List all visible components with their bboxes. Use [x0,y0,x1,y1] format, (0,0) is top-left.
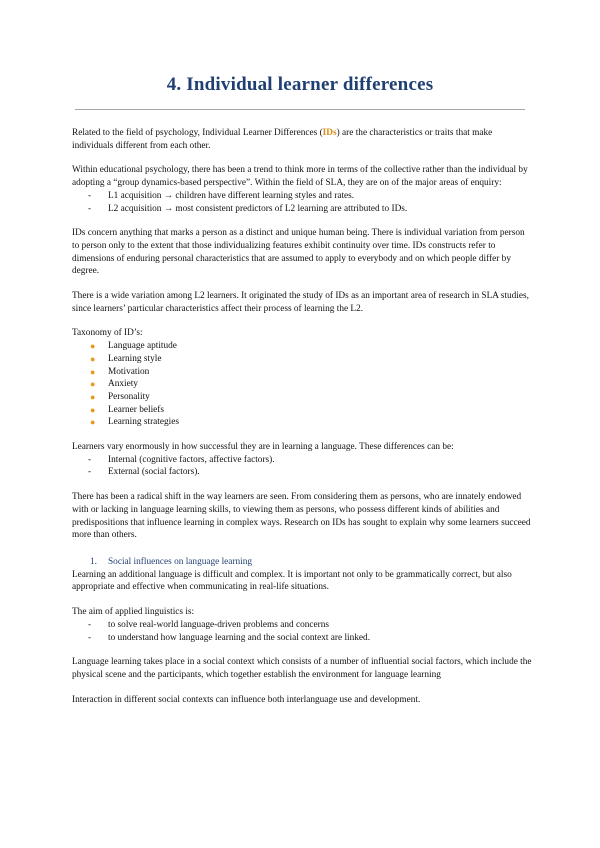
list-item: ● Learner beliefs [90,404,165,415]
list-item: - External (social factors). [88,467,200,478]
intro-text-after: ) are the characteristics or traits that make individuals different from each other. [72,128,493,151]
taxonomy-label: Taxonomy of ID’s: [72,328,143,339]
shift-paragraph: There has been a radical shift in the way learners are seen. From considering them as persons, who are innately endowed with or lacking in language learning skills, to viewing them as persons, who possess different kinds of abilities and predispositions that influence learning in complex ways. Research on IDs has sought to explain why some learners succeed more than others. [72,492,531,541]
section-heading [72,556,532,569]
ids-paragraph: IDs concern anything that marks a person as a distinct and unique human being. There is individual variation from person to person only to the extent that those individualizing features exhibit continuity over time. IDs constructs refer to dimensions of enduring personal characteristics that are assumed to apply to everybody and on which people differ by degree. [72,228,525,277]
list-item: - to understand how language learning and the social context are linked. [88,632,371,643]
bullet-icon: ● [90,404,96,415]
bullet-icon: ● [90,417,96,428]
bullet-icon: ● [90,366,96,377]
context-paragraph: Language learning takes place in a social context which consists of a number of influential social factors, which include the physical scene and the participants, which together establish the environment for language learning [72,657,532,680]
list-item: ● Learning strategies [90,417,179,428]
list-item: ● Personality [90,391,150,402]
bullet-icon: ● [90,379,96,390]
list-item: - L1 acquisition → children have different learning styles and rates. [88,190,355,201]
list-item: ● Motivation [90,366,150,377]
taxonomy-list [72,340,532,429]
list-item: - to solve real-world language-driven problems and concerns [88,619,329,630]
section-title: Social influences on language learning [108,556,253,567]
list-item: ● Learning style [90,353,162,364]
section-number: 1. [90,556,97,567]
aim-list [72,619,532,644]
list-item: - L2 acquisition → most consistent predictors of L2 learning are attributed to IDs. [88,203,408,214]
list-item: - Internal (cognitive factors, affective factors). [88,454,275,465]
page-title: 4. Individual learner differences [166,74,434,95]
title-divider [75,109,525,110]
bullet-icon: ● [90,341,96,352]
ids-highlight: IDs [322,128,337,138]
aim-label: The aim of applied linguistics is: [72,607,195,618]
document-body [72,127,532,706]
intro-paragraph [72,127,532,152]
bullet-icon: ● [90,353,96,364]
enquiry-list [72,190,532,215]
variation-paragraph: There is a wide variation among L2 learners. It originated the study of IDs as an important area of research in SLA studies, since learners’ particular characteristics affect their process of learning the L2. [72,291,529,314]
list-item: ● Anxiety [90,379,138,390]
educational-paragraph: Within educational psychology, there has been a trend to think more in terms of the collective rather than the individual by adopting a “group dynamics-based perspective”. Within the field of SLA, they are on of the major areas of enquiry: [72,165,528,189]
intro-text-before: Related to the field of psychology, Individual Learner Differences ( [72,128,323,138]
vary-paragraph: Learners vary enormously in how successful they are in learning a language. These differences can be: [72,442,454,453]
bullet-icon: ● [90,391,96,402]
factor-list [72,454,532,479]
additional-paragraph: Learning an additional language is difficult and complex. It is important not only to be grammatically correct, but also appropriate and effective when communicating in real-life situations. [72,569,512,593]
list-item: ● Language aptitude [90,341,177,352]
interaction-paragraph: Interaction in different social contexts can influence both interlanguage use and development. [72,694,421,705]
